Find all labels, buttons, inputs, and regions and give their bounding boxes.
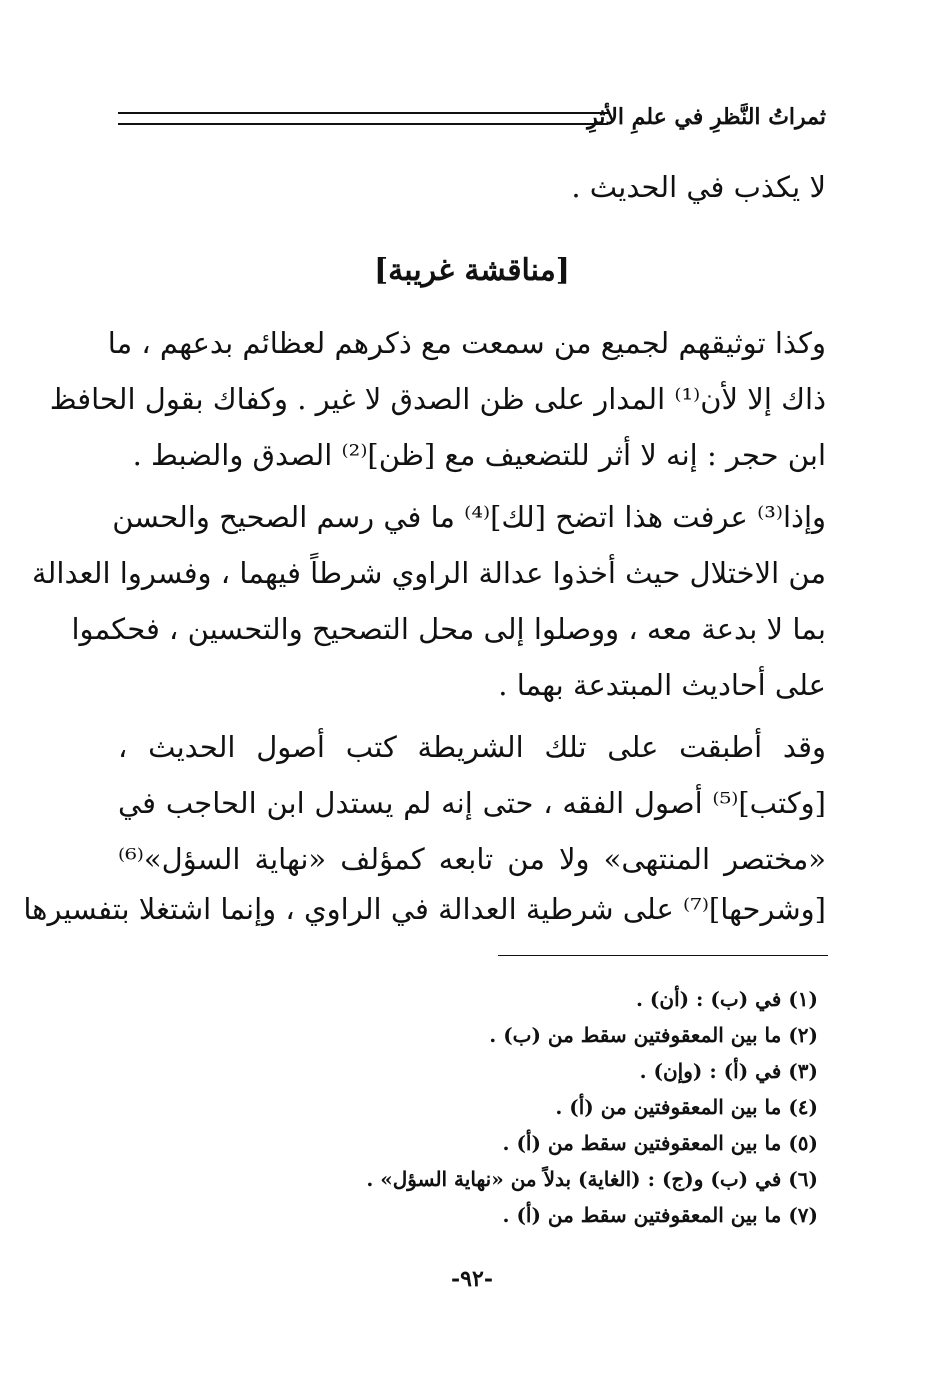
- footnote: (٣) في (أ) : (وإن) .: [639, 1059, 818, 1083]
- body-line: لا يكذب في الحديث .: [571, 170, 826, 204]
- paragraph-line: بما لا بدعة معه ، ووصلوا إلى محل التصحيح والتحسين ، فحكموا: [71, 612, 826, 646]
- paragraph-line: من الاختلال حيث أخذوا عدالة الراوي شرطاً فيهما ، وفسروا العدالة: [32, 556, 826, 590]
- footnote: (٧) ما بين المعقوفتين سقط من (أ) .: [502, 1203, 818, 1227]
- section-heading: [مناقشة غريبة]: [373, 253, 570, 288]
- paragraph-line: وقد أطبقت على تلك الشريطة كتب أصول الحديث ،: [118, 730, 826, 764]
- paragraph-line: «مختصر المنتهى» ولا من تابعه كمؤلف «نهاية السؤل»⁽⁶⁾: [118, 842, 826, 876]
- paragraph-line: ابن حجر : إنه لا أثر للتضعيف مع [ظن]⁽²⁾ الصدق والضبط .: [132, 438, 826, 472]
- footnote: (٦) في (ب) و(ج) : (الغاية) بدلاً من «نهاية السؤل» .: [366, 1167, 818, 1191]
- paragraph-line: [وشرحها]⁽⁷⁾ على شرطية العدالة في الراوي ، وإنما اشتغلا بتفسيرها: [23, 892, 826, 926]
- paragraph-line: ذاك إلا لأن⁽¹⁾ المدار على ظن الصدق لا غير . وكفاك بقول الحافظ: [49, 382, 826, 416]
- paragraph-line: على أحاديث المبتدعة بهما .: [498, 668, 826, 702]
- footnote: (٤) ما بين المعقوفتين من (أ) .: [555, 1095, 818, 1119]
- paragraph-line: وإذا⁽³⁾ عرفت هذا اتضح [لك]⁽⁴⁾ ما في رسم الصحيح والحسن: [112, 500, 826, 534]
- header-double-rule: [118, 112, 608, 125]
- footnote: (٥) ما بين المعقوفتين سقط من (أ) .: [502, 1131, 818, 1155]
- footnote-separator: [498, 955, 828, 956]
- paragraph-line: وكذا توثيقهم لجميع من سمعت مع ذكرهم لعظائم بدعهم ، ما: [107, 326, 826, 360]
- footnote: (٢) ما بين المعقوفتين سقط من (ب) .: [489, 1023, 818, 1047]
- footnote: (١) في (ب) : (أن) .: [636, 987, 818, 1011]
- running-header-title: ثمراتُ النَّظرِ في علمِ الأثرِ: [587, 104, 826, 130]
- paragraph-line: [وكتب]⁽⁵⁾ أصول الفقه ، حتى إنه لم يستدل ابن الحاجب في: [118, 786, 826, 820]
- page-number: -٩٢-: [451, 1266, 493, 1292]
